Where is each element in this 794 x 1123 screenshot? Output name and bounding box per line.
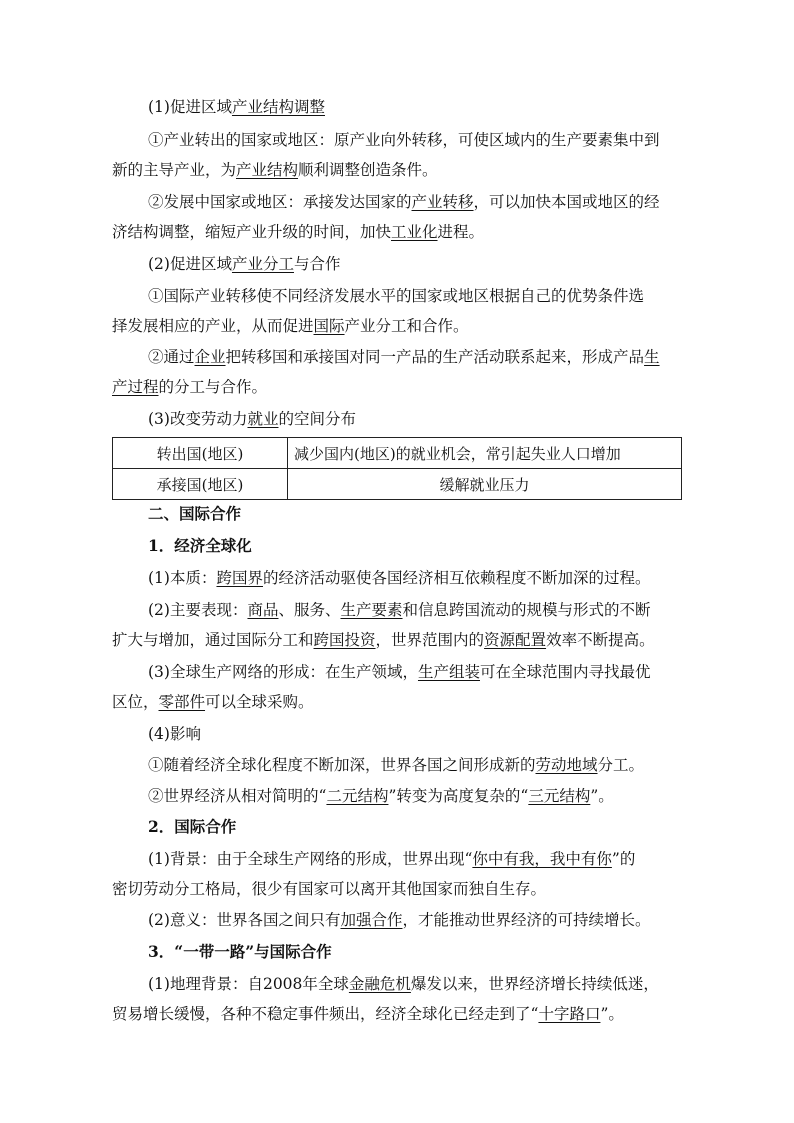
heading-employment-distribution: (3)改变劳动力就业的空间分布 bbox=[148, 410, 356, 428]
paragraph-cooperation-significance: (2)意义：世界各国之间只有加强合作，才能推动世界经济的可持续增长。 bbox=[148, 911, 651, 929]
paragraph-impact-division: ①随着经济全球化程度不断加深，世界各国之间形成新的劳动地域分工。 bbox=[148, 756, 645, 774]
paragraph-international-transfer: ①国际产业转移使不同经济发展水平的国家或地区根据自己的优势条件选 bbox=[148, 287, 645, 305]
paragraph-developing-country: ②发展中国家或地区：承接发达国家的产业转移，可以加快本国或地区的经 bbox=[148, 193, 660, 211]
table-row bbox=[113, 438, 682, 469]
section-title-international-cooperation: 二、国际合作 bbox=[148, 504, 242, 523]
paragraph-outgoing-country-cont: 新的主导产业，为产业结构顺利调整创造条件。 bbox=[112, 161, 438, 179]
paragraph-production-network-cont: 区位，零部件可以全球采购。 bbox=[112, 693, 314, 711]
table-row bbox=[113, 469, 682, 500]
paragraph-main-manifestations: (2)主要表现：商品、服务、生产要素和信息跨国流动的规模与形式的不断 bbox=[148, 601, 651, 619]
paragraph-outgoing-country: ①产业转出的国家或地区：原产业向外转移，可使区域内的生产要素集中到 bbox=[148, 131, 660, 149]
paragraph-main-manifestations-cont: 扩大与增加，通过国际分工和跨国投资，世界范围内的资源配置效率不断提高。 bbox=[112, 631, 655, 649]
table-cell-value: 减少国内(地区)的就业机会，常引起失业人口增加 bbox=[288, 438, 682, 469]
subsection-title-international-cooperation: 2．国际合作 bbox=[148, 817, 237, 836]
subsection-title-belt-and-road: 3．“一带一路”与国际合作 bbox=[148, 942, 332, 961]
subsection-title-globalization: 1．经济全球化 bbox=[148, 536, 252, 555]
heading-promote-structure-adjustment: (1)促进区域产业结构调整 bbox=[148, 98, 325, 116]
paragraph-impact-structure: ②世界经济从相对简明的“二元结构”转变为高度复杂的“三元结构”。 bbox=[148, 787, 614, 805]
heading-impact: (4)影响 bbox=[148, 725, 201, 743]
paragraph-enterprise-link: ②通过企业把转移国和承接国对同一产品的生产活动联系起来，形成产品生 bbox=[148, 348, 660, 366]
heading-promote-division-cooperation: (2)促进区域产业分工与合作 bbox=[148, 255, 341, 273]
paragraph-cooperation-background: (1)背景：由于全球生产网络的形成，世界出现“你中有我，我中有你”的 bbox=[148, 850, 636, 868]
paragraph-enterprise-link-cont: 产过程的分工与合作。 bbox=[112, 378, 268, 396]
paragraph-developing-country-cont: 济结构调整，缩短产业升级的时间，加快工业化进程。 bbox=[112, 223, 485, 241]
paragraph-globalization-essence: (1)本质：跨国界的经济活动驱使各国经济相互依赖程度不断加深的过程。 bbox=[148, 569, 651, 587]
paragraph-production-network: (3)全球生产网络的形成：在生产领域，生产组装可在全球范围内寻找最优 bbox=[148, 663, 651, 681]
table-cell-value: 缓解就业压力 bbox=[288, 469, 682, 500]
paragraph-geographic-background: (1)地理背景：自2008年全球金融危机爆发以来，世界经济增长持续低迷， bbox=[148, 975, 659, 993]
employment-table bbox=[112, 437, 682, 500]
table-cell-label: 转出国(地区) bbox=[113, 438, 288, 469]
paragraph-cooperation-background-cont: 密切劳动分工格局，很少有国家可以离开其他国家而独自生存。 bbox=[112, 880, 547, 898]
paragraph-geographic-background-cont: 贸易增长缓慢，各种不稳定事件频出，经济全球化已经走到了“十字路口”。 bbox=[112, 1005, 624, 1023]
table-cell-label: 承接国(地区) bbox=[113, 469, 288, 500]
paragraph-international-transfer-cont: 择发展相应的产业，从而促进国际产业分工和合作。 bbox=[112, 317, 469, 335]
